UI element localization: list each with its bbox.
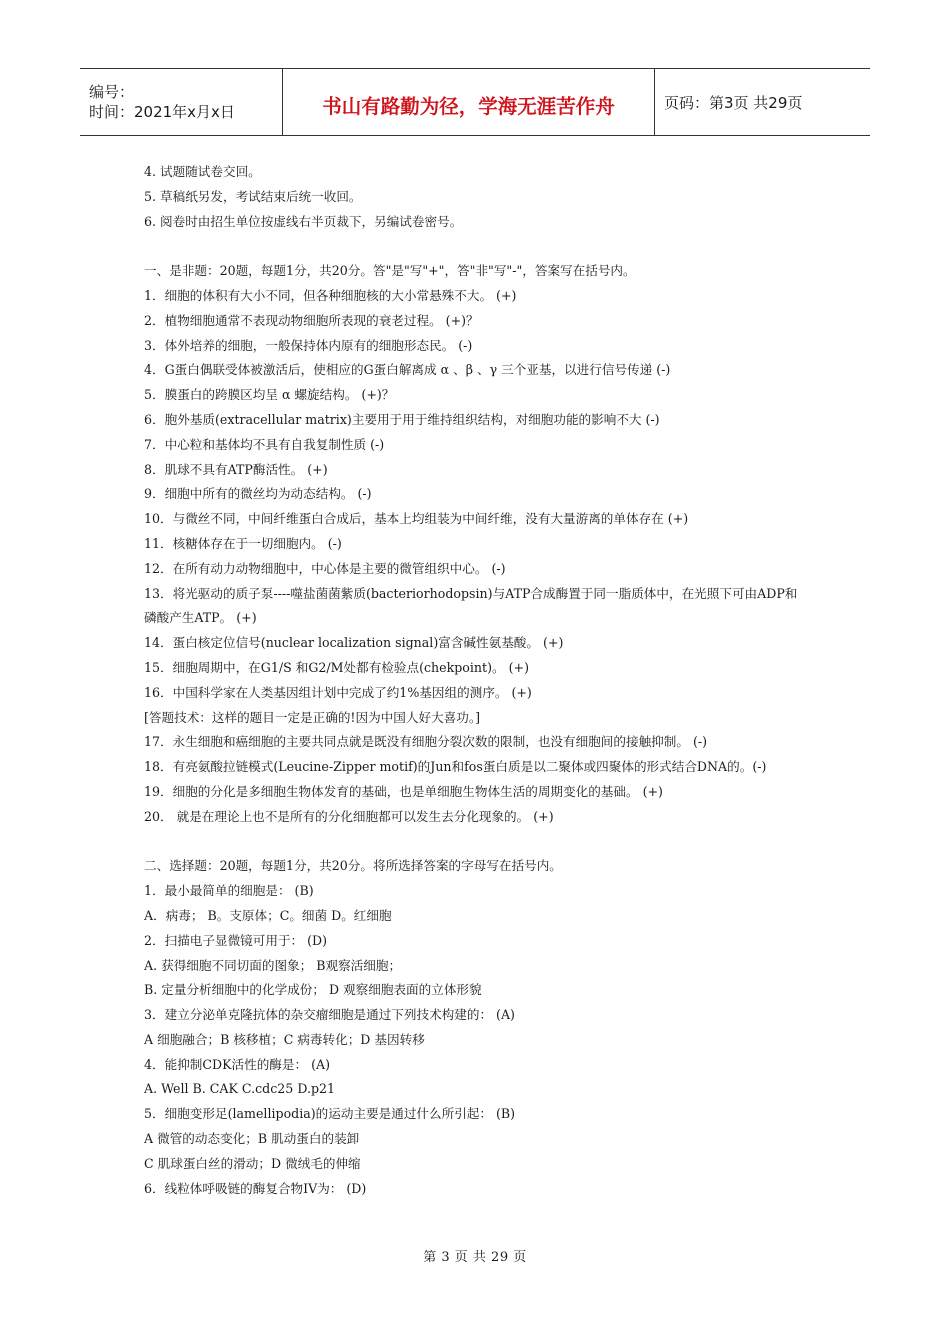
question-item: 5．细胞变形足(lamellipodia)的运动主要是通过什么所引起： (B) [144, 1106, 516, 1122]
question-item: 9．细胞中所有的微丝均为动态结构。 (-) [144, 486, 372, 502]
option-line: C 肌球蛋白丝的滑动；D 微绒毛的伸缩 [144, 1155, 361, 1171]
question-item: 3．建立分泌单克隆抗体的杂交瘤细胞是通过下列技术构建的： (A) [144, 1007, 515, 1023]
section1-heading: 一、是非题：20题，每题1分，共20分。答"是"写"+"，答"非"写"-"，答案写在括号内。 [144, 263, 636, 279]
header-motto: 书山有路勤为径，学海无涯苦作舟 [283, 69, 655, 135]
question-item: 7．中心粒和基体均不具有自我复制性质 (-) [144, 436, 385, 452]
question-item: 19．细胞的分化是多细胞生物体发育的基础，也是单细胞生物体生活的周期变化的基础。 (+) [144, 783, 663, 799]
question-item: 16．中国科学家在人类基因组计划中完成了约1%基因组的测序。 (+) [144, 684, 532, 700]
question-item: 6．线粒体呼吸链的酶复合物IV为： (D) [144, 1180, 367, 1196]
question-item: 12．在所有动力动物细胞中，中心体是主要的微管组织中心。 (-) [144, 560, 506, 576]
question-item: 14．蛋白核定位信号(nuclear localization signal)富含碱性氨基酸。 (+) [144, 635, 564, 651]
option-line: A 细胞融合；B 核移植；C 病毒转化；D 基因转移 [144, 1031, 425, 1047]
question-item: 3．体外培养的细胞，一般保持体内原有的细胞形态民。 (-) [144, 337, 473, 353]
question-item: 1．最小最简单的细胞是： (B) [144, 883, 314, 899]
option-line: B. 定量分析细胞中的化学成份； D 观察细胞表面的立体形貌 [144, 982, 482, 998]
document-body [144, 160, 804, 1201]
page-header [80, 68, 870, 136]
document-number-label: 编号： [89, 83, 135, 101]
question-item: 8．肌球不具有ATP酶活性。 (+) [144, 461, 328, 477]
option-line: A. Well B. CAK C.cdc25 D.p21 [144, 1081, 336, 1097]
question-item: 17．永生细胞和癌细胞的主要共同点就是既没有细胞分裂次数的限制，也没有细胞间的接触抑制。 (-) [144, 734, 708, 750]
question-item: 15．细胞周期中，在G1/S 和G2/M处都有检验点(chekpoint)。 (+) [144, 659, 529, 675]
question-item: 2．扫描电子显微镜可用于： (D) [144, 932, 328, 948]
question-item: 13．将光驱动的质子泵----噬盐菌菌紫质(bacteriorhodopsin)与ATP合成酶置于同一脂质体中，在光照下可由ADP和磷酸产生ATP。 (+) [144, 585, 798, 626]
intro-item: 5. 草稿纸另发，考试结束后统一收回。 [144, 188, 362, 204]
question-item: 18．有亮氨酸拉链模式(Leucine-Zipper motif)的Jun和fos蛋白质是以二聚体或四聚体的形式结合DNA的。(-) [144, 759, 767, 775]
answer-tip: [答题技术：这样的题目一定是正确的!因为中国人好大喜功。] [144, 709, 481, 725]
question-item: 6．胞外基质(extracellular matrix)主要用于用于维持组织结构，对细胞功能的影响不大 (-) [144, 411, 660, 427]
question-item: 10．与微丝不同，中间纤维蛋白合成后，基本上均组装为中间纤维，没有大量游离的单体存在 (+) [144, 511, 689, 527]
spacer [144, 234, 804, 259]
question-item: 11．核糖体存在于一切细胞内。 (-) [144, 535, 342, 551]
option-line: A. 获得细胞不同切面的图象； B观察活细胞； [144, 957, 402, 973]
document-time-label: 时间：2021年x月x日 [89, 103, 235, 121]
question-item: 5．膜蛋白的跨膜区均呈 α 螺旋结构。 (+)？ [144, 387, 395, 403]
intro-item: 6. 阅卷时由招生单位按虚线右半页裁下，另编试卷密号。 [144, 213, 463, 229]
question-item: 4．G蛋白偶联受体被激活后，使相应的G蛋白解离成 α 、β 、γ 三个亚基，以进行信号传递 (-) [144, 362, 671, 378]
question-item: 2．植物细胞通常不表现动物细胞所表现的衰老过程。 (+)？ [144, 312, 479, 328]
intro-item: 4. 试题随试卷交回。 [144, 164, 261, 179]
page-footer: 第 3 页 共 29 页 [423, 1250, 527, 1265]
question-item: 1．细胞的体积有大小不同，但各种细胞核的大小常悬殊不大。 (+) [144, 287, 517, 303]
section2-heading: 二、选择题：20题，每题1分，共20分。将所选择答案的字母写在括号内。 [144, 858, 562, 874]
option-line: A．病毒； B。支原体；C。细菌 D。红细胞 [144, 907, 392, 923]
header-page-info: 页码：第3页 共29页 [664, 93, 803, 112]
header-meta [80, 69, 283, 135]
question-item: 4．能抑制CDK活性的酶是： (A) [144, 1056, 331, 1072]
spacer [144, 830, 804, 855]
option-line: A 微管的动态变化；B 肌动蛋白的装卸 [144, 1131, 360, 1147]
question-item: 20． 就是在理论上也不是所有的分化细胞都可以发生去分化现象的。 (+) [144, 808, 554, 824]
